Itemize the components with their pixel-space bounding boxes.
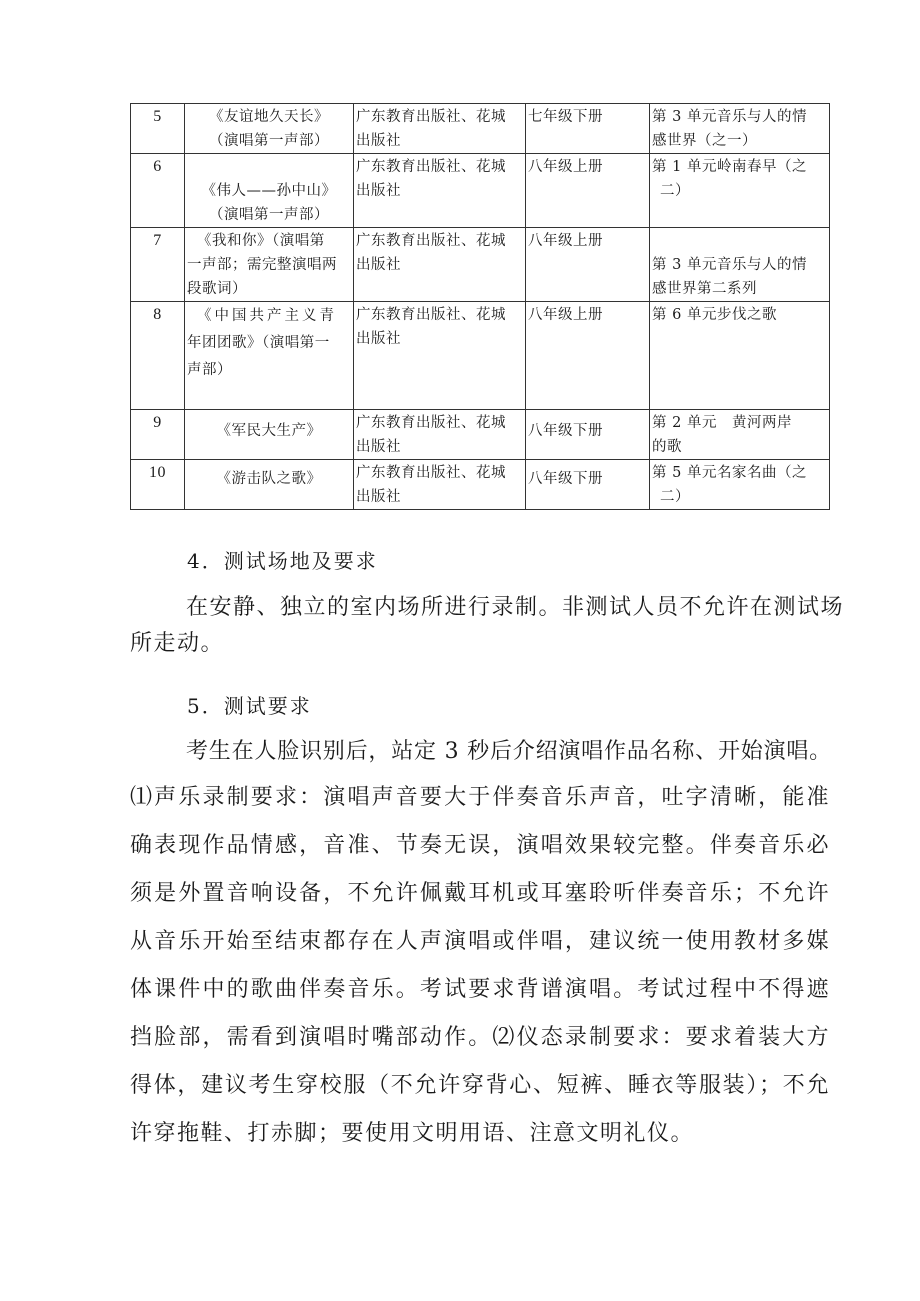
song-title: 《友谊地久天长》 （演唱第一声部） [185,104,354,154]
section-5-body [130,734,865,1158]
grade: 八年级上册 [526,302,650,410]
grade: 八年级上册 [526,154,650,228]
grade: 八年级下册 [526,460,650,510]
row-number: 8 [131,302,185,410]
table-row [131,460,830,510]
grade: 八年级上册 [526,228,650,302]
song-table [130,103,830,510]
unit: 第 3 单元音乐与人的情 感世界第二系列 [650,228,830,302]
unit: 第 1 单元岭南春早（之 二） [650,154,830,228]
song-title: 《中国共产主义青 年团团歌》（演唱第一 声部） [185,302,354,410]
section-4-heading: 4．测试场地及要求 [187,549,378,573]
publisher: 广东教育出版社、花城 出版社 [354,410,526,460]
publisher: 广东教育出版社、花城 出版社 [354,154,526,228]
section-5-requirements: ⑴声乐录制要求：演唱声音要大于伴奏音乐声音，吐字清晰，能准确表现作品情感，音准、节奏无误，演唱效果较完整。伴奏音乐必须是外置音响设备，不允许佩戴耳机或耳塞聆听伴奏音乐；不允许从音乐开始至结束都存在人声演唱或伴唱，建议统一使用教材多媒体课件中的歌曲伴奏音乐。考试要求背谱演唱。考试过程中不得遮挡脸部，需看到演唱时嘴部动作。⑵仪态录制要求：要求着装大方得体，建议考生穿校服（不允许穿背心、短裤、睡衣等服装）；不允许穿拖鞋、打赤脚；要使用文明用语、注意文明礼仪。 [130,785,830,1146]
row-number: 6 [131,154,185,228]
unit: 第 2 单元 黄河两岸 的歌 [650,410,830,460]
unit: 第 3 单元音乐与人的情 感世界（之一） [650,104,830,154]
grade: 七年级下册 [526,104,650,154]
song-title: 《伟人——孙中山》 （演唱第一声部） [185,154,354,228]
section-4-body: 在安静、独立的室内场所进行录制。非测试人员不允许在测试场所走动。 [130,595,845,656]
row-number: 5 [131,104,185,154]
unit: 第 6 单元步伐之歌 [650,302,830,410]
song-title: 《游击队之歌》 [185,460,354,510]
section-5-intro: 考生在人脸识别后，站定 3 秒后介绍演唱作品名称、开始演唱。 [186,739,832,764]
grade: 八年级下册 [526,410,650,460]
publisher: 广东教育出版社、花城 出版社 [354,104,526,154]
table-row [131,104,830,154]
publisher: 广东教育出版社、花城 出版社 [354,302,526,410]
row-number: 9 [131,410,185,460]
table-row [131,410,830,460]
song-title: 《我和你》（演唱第 一声部；需完整演唱两 段歌词） [185,228,354,302]
publisher: 广东教育出版社、花城 出版社 [354,228,526,302]
row-number: 10 [131,460,185,510]
section-5-heading: 5．测试要求 [187,694,312,718]
table-row [131,154,830,228]
song-title: 《军民大生产》 [185,410,354,460]
unit: 第 5 单元名家名曲（之 二） [650,460,830,510]
table-row [131,228,830,302]
row-number: 7 [131,228,185,302]
publisher: 广东教育出版社、花城 出版社 [354,460,526,510]
table-row [131,302,830,410]
